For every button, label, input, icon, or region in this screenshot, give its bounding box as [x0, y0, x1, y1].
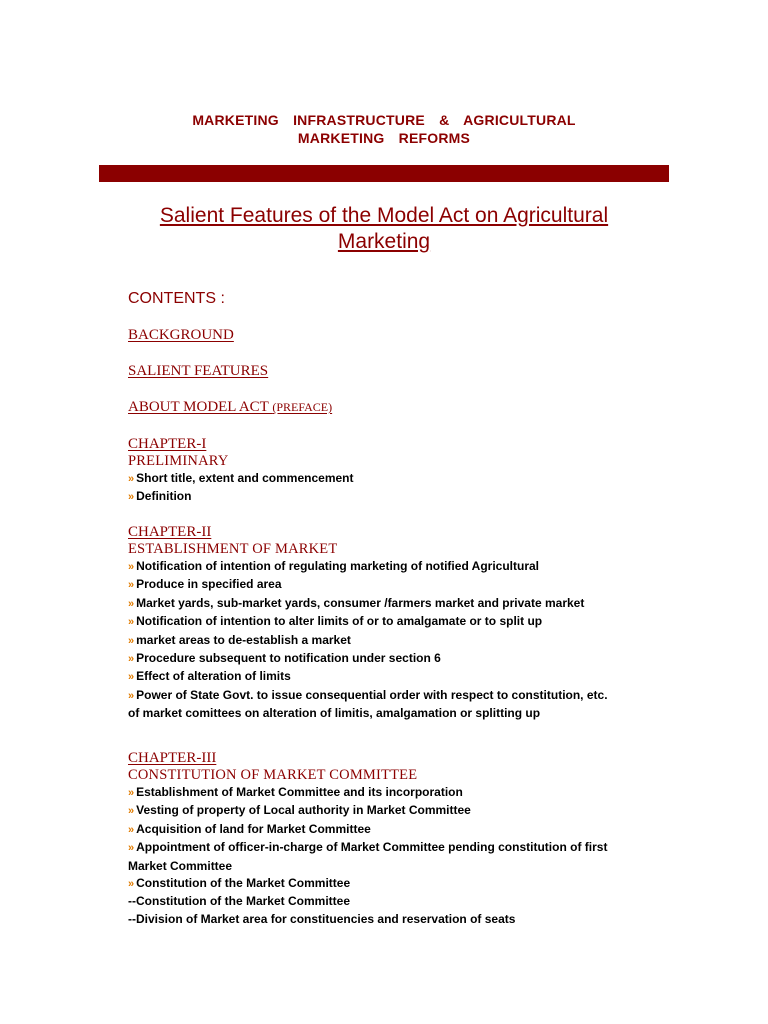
bullet-icon: »: [128, 473, 134, 485]
chapter-2-heading[interactable]: CHAPTER-II: [128, 524, 212, 540]
link-about-model-act[interactable]: [128, 399, 332, 416]
document-title: [60, 203, 708, 255]
list-item: » Definition: [128, 489, 192, 504]
bullet-icon: »: [128, 561, 134, 573]
bullet-icon: »: [128, 634, 134, 647]
bullet-icon: »: [128, 616, 134, 629]
chapter-1-heading[interactable]: CHAPTER-I: [128, 436, 207, 452]
chapter-3-subtitle: CONSTITUTION OF MARKET COMMITTEE: [128, 767, 418, 783]
list-item: » Establishment of Market Committee and its incorporation: [128, 785, 463, 799]
link-background[interactable]: BACKGROUND: [128, 327, 234, 343]
dash-list-item: --Division of Market area for constituencies and reservation of seats: [128, 911, 516, 926]
title-line-2: Marketing: [337, 230, 431, 253]
bullet-icon: »: [128, 653, 134, 666]
header-divider-bar: [99, 165, 669, 182]
list-item: » Produce in specified area: [128, 577, 282, 592]
dash-list-item: --Constitution of the Market Committee: [128, 894, 350, 909]
header-line-2: MARKETING REFORMS: [297, 130, 471, 146]
bullet-icon: »: [128, 689, 134, 702]
chapter-3-heading[interactable]: CHAPTER-III: [128, 750, 217, 766]
chapter-1: [128, 436, 354, 507]
list-item: » Power of State Govt. to issue consequential order with respect to constitution, etc.: [128, 687, 608, 702]
chapter-3: [128, 750, 607, 928]
list-item: » Vesting of property of Local authority in Market Committee: [128, 803, 471, 818]
bullet-icon: »: [128, 579, 134, 592]
link-salient-features[interactable]: SALIENT FEATURES: [128, 363, 269, 379]
list-item: » Notification of intention of regulating marketing of notified Agricultural: [128, 559, 539, 573]
list-item: » Acquisition of land for Market Committee: [128, 821, 371, 836]
bullet-icon: »: [128, 878, 134, 891]
title-line-1: Salient Features of the Model Act on Agricultural: [159, 204, 609, 227]
about-model-act-label: ABOUT MODEL ACT: [128, 399, 273, 415]
list-item: » Appointment of officer-in-charge of Market Committee pending constitution of first: [128, 840, 608, 855]
list-item: » Constitution of the Market Committee: [128, 876, 351, 891]
bullet-icon: »: [128, 671, 134, 684]
bullet-icon: »: [128, 597, 134, 610]
document-header: [0, 111, 768, 147]
list-item: » Notification of intention to alter limits of or to amalgamate or to split up: [128, 614, 543, 629]
bullet-icon: »: [128, 805, 134, 818]
list-item: » Effect of alteration of limits: [128, 669, 291, 684]
list-item-continuation: of market comittees on alteration of limitis, amalgamation or splitting up: [128, 706, 541, 721]
bullet-icon: »: [128, 491, 134, 504]
chapter-2-subtitle: ESTABLISHMENT OF MARKET: [128, 541, 338, 557]
contents-label: CONTENTS :: [128, 290, 225, 307]
bullet-icon: »: [128, 787, 134, 799]
list-item-continuation: Market Committee: [128, 858, 233, 873]
bullet-icon: »: [128, 823, 134, 836]
header-line-1: MARKETING INFRASTRUCTURE & AGRICULTURAL: [192, 112, 576, 128]
list-item: » Short title, extent and commencement: [128, 471, 354, 485]
chapter-1-subtitle: PRELIMINARY: [128, 453, 229, 469]
list-item: » market areas to de-establish a market: [128, 632, 351, 647]
bullet-icon: »: [128, 842, 134, 855]
list-item: » Procedure subsequent to notification under section 6: [128, 651, 441, 666]
list-item: » Market yards, sub-market yards, consumer /farmers market and private market: [128, 595, 585, 610]
preface-label: (PREFACE): [272, 400, 333, 414]
chapter-2: [128, 524, 608, 723]
